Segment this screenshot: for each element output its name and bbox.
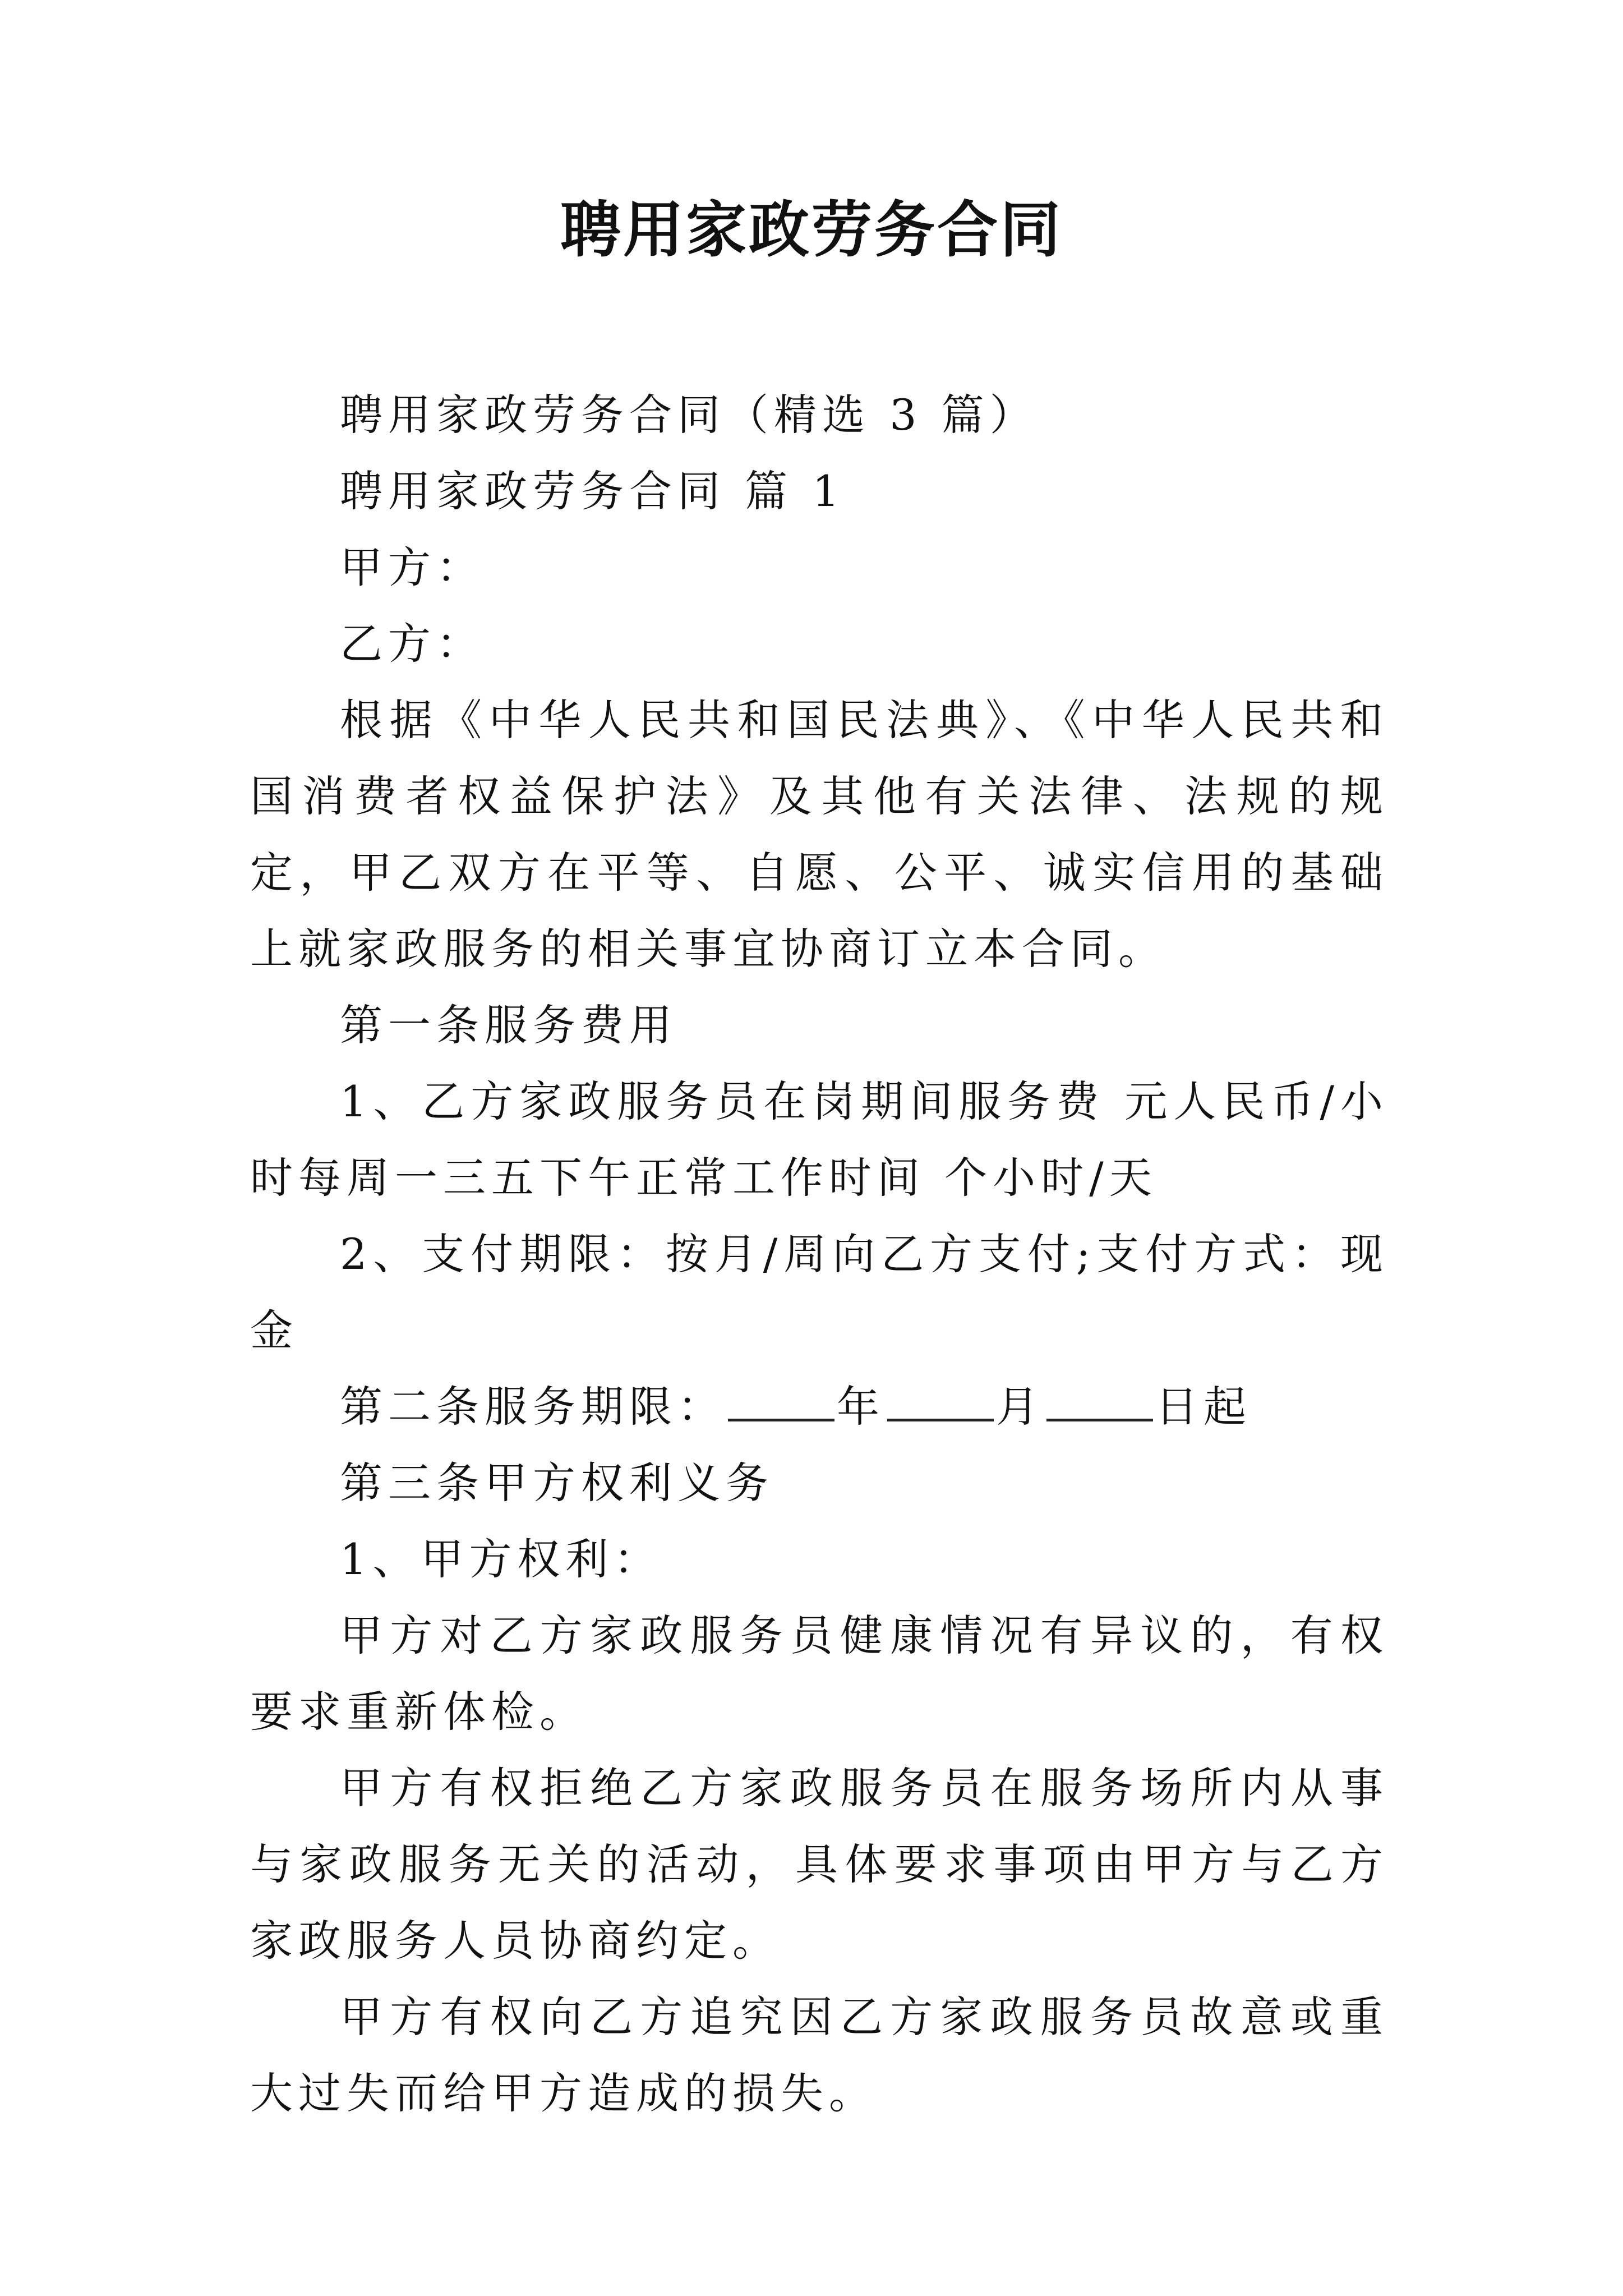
preamble-paragraph: 根据《中华人民共和国民法典》、《中华人民共和国消费者权益保护法》及其他有关法律、法规的规定，甲乙双方在平等、自愿、公平、诚实信用的基础上就家政服务的相关事宜协商订立本合同。 [250,695,1389,974]
article3-paragraph-3: 甲方有权向乙方追究因乙方家政服务员故意或重大过失而给甲方造成的损失。 [250,1992,1389,2118]
party-b-line: 乙方： [340,619,485,669]
month-label: 月 [996,1382,1044,1432]
article2-line [250,1369,1389,1445]
article1-item2: 2、支付期限：按月/周向乙方支付;支付方式：现金 [250,1229,1389,1355]
section-heading: 聘用家政劳务合同 篇 1 [340,466,845,516]
document-body [250,377,1389,2132]
article1-title: 第一条服务费用 [340,1000,677,1050]
day-label: 日起 [1155,1382,1252,1432]
page-title: 聘用家政劳务合同 [560,195,1063,265]
year-blank [728,1379,834,1421]
year-label: 年 [837,1382,885,1432]
article3-paragraph-1: 甲方对乙方家政服务员健康情况有异议的，有权要求重新体检。 [250,1611,1389,1737]
subtitle: 聘用家政劳务合同（精选 3 篇） [340,390,1038,440]
party-a-line: 甲方： [340,542,485,592]
article3-item1: 1、甲方权利： [340,1534,662,1584]
day-blank [1046,1379,1153,1421]
month-blank [887,1379,994,1421]
article3-paragraph-2: 甲方有权拒绝乙方家政服务员在服务场所内从事与家政服务无关的活动，具体要求事项由甲方与乙方家政服务人员协商约定。 [250,1763,1389,1966]
article2-label: 第二条服务期限： [340,1382,726,1432]
article1-item1: 1、乙方家政服务员在岗期间服务费 元人民币/小时每周一三五下午正常工作时间 个小时/天 [250,1076,1389,1203]
article3-title: 第三条甲方权利义务 [340,1458,774,1508]
